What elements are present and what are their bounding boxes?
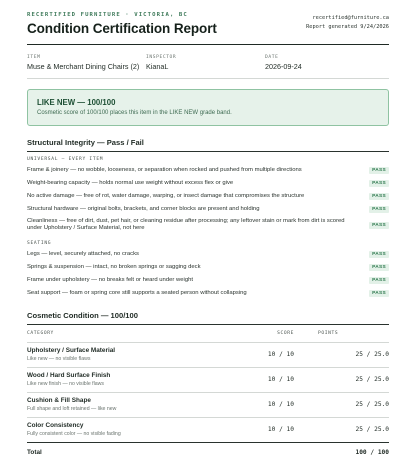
check-item <box>27 264 389 271</box>
table-row <box>27 367 389 392</box>
pass-badge: PASS <box>369 206 389 213</box>
meta-date <box>265 55 384 71</box>
meta-inspector-label: INSPECTOR <box>146 55 177 61</box>
check-item <box>27 277 389 284</box>
report-header <box>27 10 389 36</box>
category-name: Upholstery / Surface Material <box>27 347 116 355</box>
item-meta <box>27 55 389 71</box>
table-row <box>27 342 389 367</box>
report-title: Condition Certification Report <box>27 21 217 36</box>
table-header-row <box>27 325 389 342</box>
header-rule <box>27 44 389 45</box>
check-text: Seat support — foam or spring core still supports a seated person without collapsing <box>27 290 247 297</box>
meta-inspector <box>146 55 265 71</box>
meta-inspector-value: KianaL <box>146 62 169 72</box>
check-text: Springs & suspension — intact, no broken springs or sagging deck <box>27 264 201 271</box>
category-name: Color Consistency <box>27 422 84 430</box>
col-points: POINTS <box>318 330 339 336</box>
contact-email[interactable]: recertified@furniture.ca <box>312 15 389 21</box>
pass-badge: PASS <box>369 180 389 187</box>
check-item <box>27 290 389 297</box>
generated-date: Report generated 9/24/2026 <box>306 24 389 30</box>
grade-description: Cosmetic score of 100/100 places this item in the LIKE NEW grade band. <box>37 110 232 117</box>
col-score: SCORE <box>277 330 294 336</box>
check-item <box>27 180 389 187</box>
cosmetic-heading: Cosmetic Condition — 100/100 <box>27 311 138 321</box>
pass-badge: PASS <box>369 290 389 297</box>
category-note: Like new finish — no visible flaws <box>27 381 104 388</box>
category-points: 25 / 25.0 <box>355 426 389 434</box>
check-text: Weight-bearing capacity — holds normal use weight without excess flex or give <box>27 180 234 187</box>
category-note: Like new — no visible flaws <box>27 356 91 363</box>
category-note: Fully consistent color — no visible fading <box>27 431 121 438</box>
category-score: 10 / 10 <box>267 426 294 434</box>
report-info <box>306 14 389 32</box>
category-score: 10 / 10 <box>267 351 294 359</box>
check-text: Structural hardware — original bolts, brackets, and corner blocks are present and holding <box>27 206 260 213</box>
check-item <box>27 218 389 232</box>
meta-item-label: ITEM <box>27 55 41 61</box>
category-points: 25 / 25.0 <box>355 376 389 384</box>
grade-banner <box>27 89 389 126</box>
meta-item-value: Muse & Merchant Dining Chairs (2) <box>27 62 140 72</box>
check-text: Cleanliness — free of dirt, dust, pet hair, or cleaning residue after processing; any leftover stain or mark from dirt is scored under Upholstery / Surface Material, not here <box>27 218 345 232</box>
table-row <box>27 392 389 417</box>
total-row <box>27 442 389 462</box>
category-points: 25 / 25.0 <box>355 351 389 359</box>
pass-badge: PASS <box>369 222 389 229</box>
category-name: Wood / Hard Surface Finish <box>27 372 111 380</box>
check-text: Frame & joinery — no wobble, looseness, or separation when rocked and pushed from multiple directions <box>27 167 302 174</box>
structural-heading: Structural Integrity — Pass / Fail <box>27 138 144 148</box>
check-item <box>27 206 389 213</box>
table-row <box>27 417 389 442</box>
universal-group-label: UNIVERSAL — EVERY ITEM <box>27 157 104 163</box>
check-text: Frame under upholstery — no breaks felt or heard under weight <box>27 277 194 284</box>
check-item <box>27 193 389 200</box>
meta-item <box>27 55 146 71</box>
brand-line: RECERTIFIED FURNITURE · VICTORIA, BC <box>27 12 188 18</box>
check-text: No active damage — free of rot, water damage, warping, or insect damage that compromises the structure <box>27 193 305 200</box>
check-item <box>27 167 389 174</box>
check-item <box>27 251 389 258</box>
category-score: 10 / 10 <box>267 401 294 409</box>
meta-date-label: DATE <box>265 55 279 61</box>
pass-badge: PASS <box>369 277 389 284</box>
pass-badge: PASS <box>369 193 389 200</box>
category-name: Cushion & Fill Shape <box>27 397 91 405</box>
col-category: CATEGORY <box>27 330 54 336</box>
meta-rule <box>27 78 389 79</box>
cosmetic-table <box>27 325 389 462</box>
category-score: 10 / 10 <box>267 376 294 384</box>
grade-title: LIKE NEW — 100/100 <box>37 98 116 108</box>
cosmetic-section <box>27 311 389 462</box>
seating-group-label: SEATING <box>27 241 52 247</box>
category-points: 25 / 25.0 <box>355 401 389 409</box>
meta-date-value: 2026-09-24 <box>265 62 302 72</box>
category-note: Full shape and loft retained — like new <box>27 406 117 413</box>
pass-badge: PASS <box>369 264 389 271</box>
total-label: Total <box>27 448 42 456</box>
pass-badge: PASS <box>369 167 389 174</box>
pass-badge: PASS <box>369 251 389 258</box>
structural-section <box>27 138 389 297</box>
total-points: 100 / 100 <box>355 448 389 456</box>
structural-rule <box>27 151 389 152</box>
check-text: Legs — level, securely attached, no cracks <box>27 251 139 258</box>
